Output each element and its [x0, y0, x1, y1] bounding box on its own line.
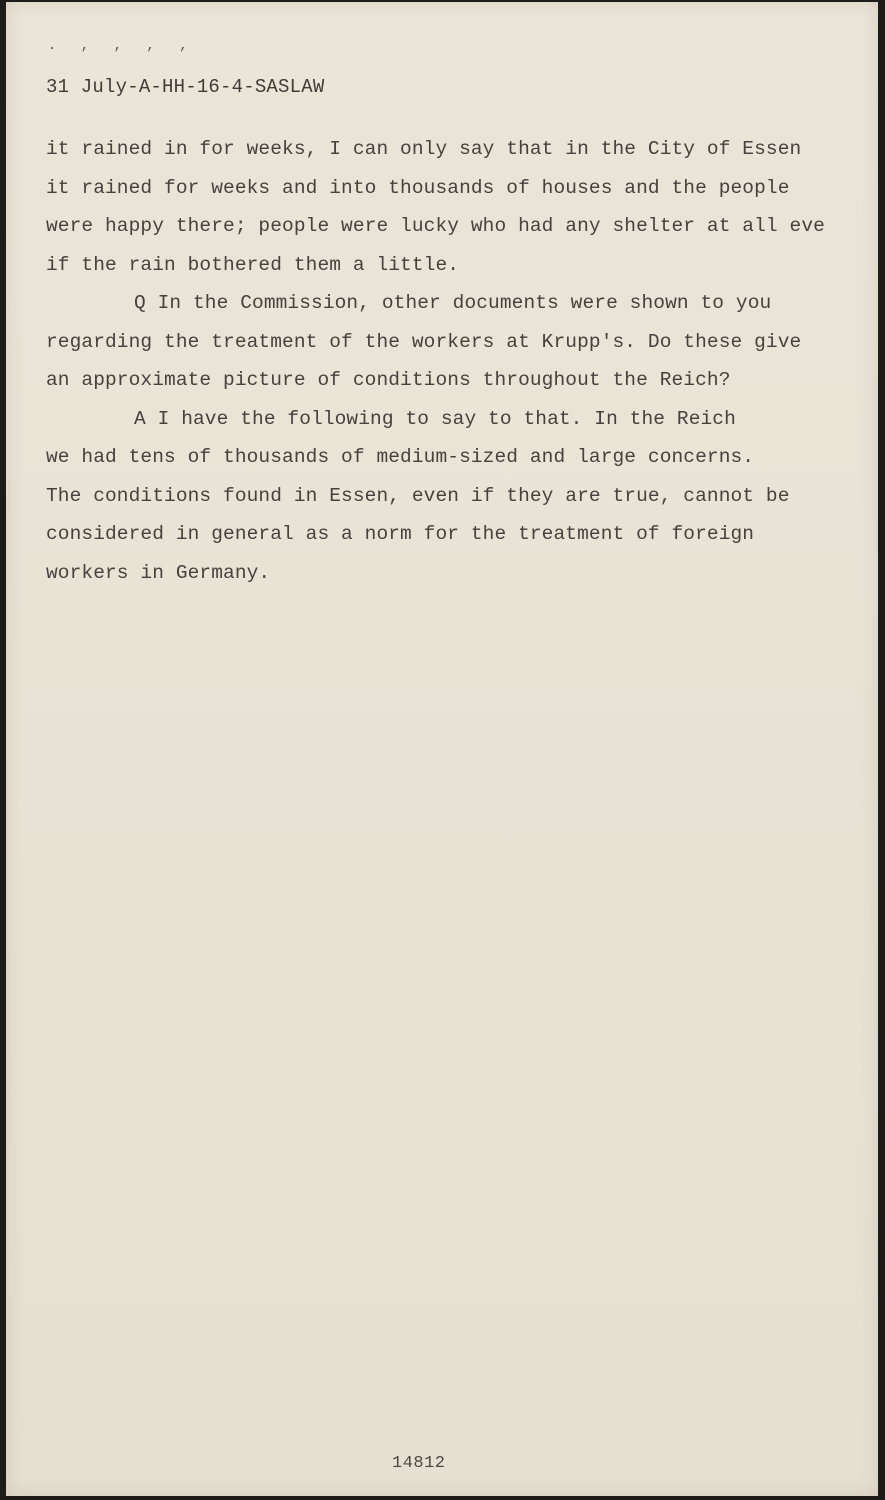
text-line: we had tens of thousands of medium-sized and large concerns.	[46, 446, 755, 468]
text-line: it rained for weeks and into thousands of houses and the people	[46, 176, 790, 199]
paragraph-3-answer	[46, 400, 846, 593]
text-line: regarding the treatment of the workers at Krupp's. Do these give	[46, 330, 802, 353]
text-line: an approximate picture of conditions throughout the Reich?	[46, 369, 731, 391]
text-line: were happy there; people were lucky who had any shelter at all eve	[46, 215, 825, 237]
text-line: The conditions found in Essen, even if they are true, cannot be	[46, 484, 790, 507]
paragraph-2-question	[46, 284, 846, 400]
text-line: if the rain bothered them a little.	[46, 253, 460, 276]
page-header: 31 July-A-HH-16-4-SASLAW	[46, 76, 325, 98]
text-line: workers in Germany.	[46, 561, 271, 584]
text-line: Q In the Commission, other documents were shown to you	[134, 292, 772, 314]
document-body	[46, 130, 846, 592]
text-line: it rained in for weeks, I can only say that in the City of Essen	[46, 138, 802, 160]
text-line: A I have the following to say to that. In the Reich	[134, 407, 736, 430]
top-marks: . , , , ,	[48, 38, 196, 54]
paragraph-1	[46, 130, 846, 284]
document-page	[6, 2, 878, 1496]
text-line: considered in general as a norm for the treatment of foreign	[46, 523, 755, 545]
page-number: 14812	[392, 1454, 446, 1473]
